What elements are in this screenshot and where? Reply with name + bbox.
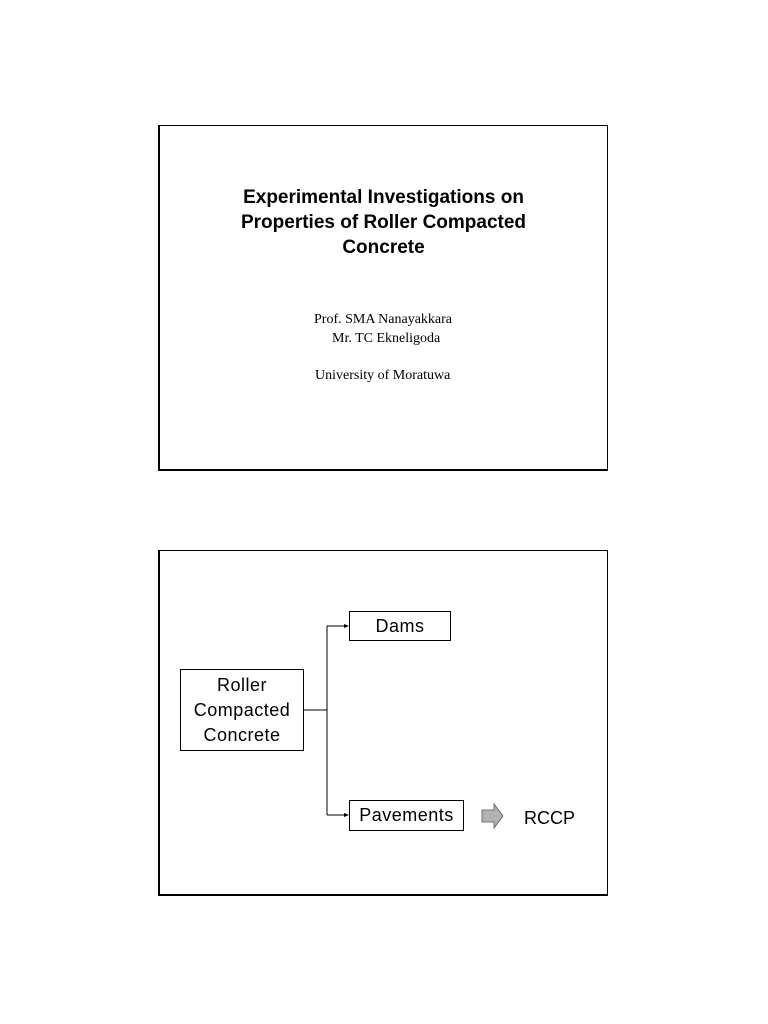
rccp-label: RCCP <box>524 808 576 828</box>
box-dams: Dams <box>349 611 451 641</box>
right-arrow-icon <box>482 804 503 828</box>
title-line-1: Experimental Investigations on <box>243 187 524 208</box>
box-pavements: Pavements <box>349 800 464 831</box>
affiliation: University of Moratuwa <box>315 368 451 383</box>
root-line-2: Compacted <box>193 700 291 720</box>
title-line-2: Properties of Roller Compacted <box>240 212 527 233</box>
author-2: Mr. TC Ekneligoda <box>332 331 441 346</box>
diagram-slide <box>158 550 608 896</box>
title-line-3: Concrete <box>342 237 425 258</box>
title-slide <box>158 125 608 471</box>
author-1: Prof. SMA Nanayakkara <box>314 312 453 327</box>
root-box-roller-compacted-concrete <box>180 669 304 751</box>
slide-title <box>160 185 607 260</box>
root-line-1: Roller <box>216 675 267 695</box>
root-line-3: Concrete <box>203 725 281 745</box>
